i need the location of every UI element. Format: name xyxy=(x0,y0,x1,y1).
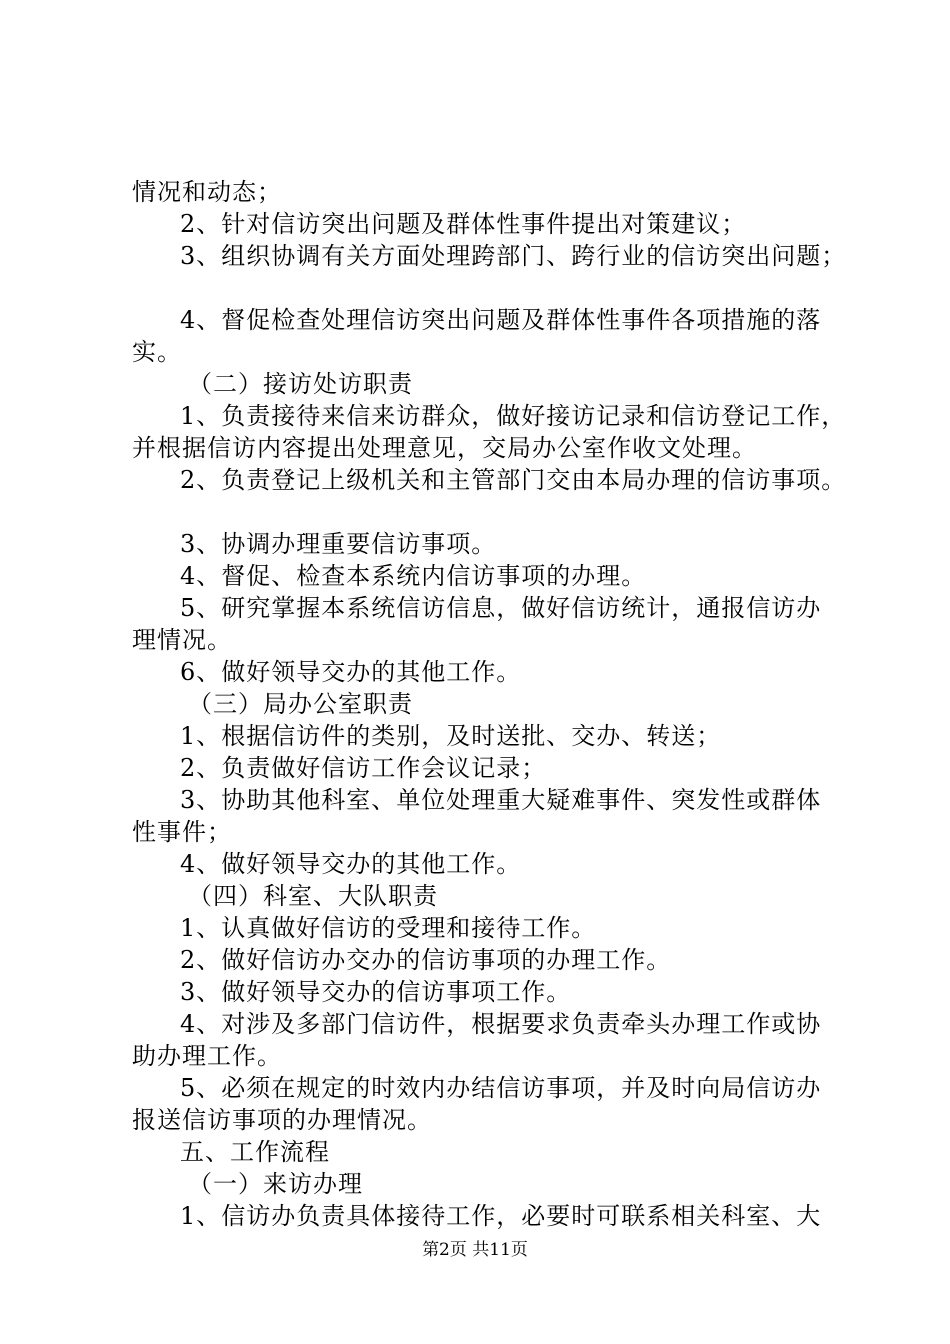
text-line: 1、根据信访件的类别，及时送批、交办、转送； xyxy=(180,722,722,750)
text-line: 五、工作流程 xyxy=(180,1138,330,1166)
text-line: 情况和动态； xyxy=(132,178,282,206)
text-line: 报送信访事项的办理情况。 xyxy=(132,1106,432,1134)
text-line: （二）接访处访职责 xyxy=(188,370,413,398)
text-line: 4、对涉及多部门信访件，根据要求负责牵头办理工作或协 xyxy=(180,1010,822,1038)
text-line: 2、做好信访办交办的信访事项的办理工作。 xyxy=(180,946,672,974)
text-line: 并根据信访内容提出处理意见，交局办公室作收文处理。 xyxy=(132,434,757,462)
blank-line xyxy=(132,272,852,304)
text-line: 实。 xyxy=(132,338,182,366)
text-line: 3、组织协调有关方面处理跨部门、跨行业的信访突出问题； xyxy=(180,242,847,270)
text-line: 6、做好领导交办的其他工作。 xyxy=(180,658,522,686)
text-line: （一）来访办理 xyxy=(188,1170,363,1198)
text-line: 性事件； xyxy=(132,818,232,846)
text-line: 1、信访办负责具体接待工作，必要时可联系相关科室、大 xyxy=(180,1202,822,1230)
text-line: 1、认真做好信访的受理和接待工作。 xyxy=(180,914,597,942)
text-line: 理情况。 xyxy=(132,626,232,654)
blank-line xyxy=(132,496,852,528)
text-line: 2、负责登记上级机关和主管部门交由本局办理的信访事项。 xyxy=(180,466,847,494)
text-line: 2、针对信访突出问题及群体性事件提出对策建议； xyxy=(180,210,747,238)
text-line: 4、做好领导交办的其他工作。 xyxy=(180,850,522,878)
text-line: 4、督促、检查本系统内信访事项的办理。 xyxy=(180,562,647,590)
text-line: 5、研究掌握本系统信访信息，做好信访统计，通报信访办 xyxy=(180,594,822,622)
text-line: （三）局办公室职责 xyxy=(188,690,413,718)
text-line: 4、督促检查处理信访突出问题及群体性事件各项措施的落 xyxy=(180,306,822,334)
page-footer: 第2页 共11页 xyxy=(422,1240,528,1260)
text-line: 3、做好领导交办的信访事项工作。 xyxy=(180,978,572,1006)
text-line: 3、协调办理重要信访事项。 xyxy=(180,530,497,558)
text-line: 1、负责接待来信来访群众，做好接访记录和信访登记工作， xyxy=(180,402,847,430)
text-line: 助办理工作。 xyxy=(132,1042,282,1070)
text-line: 5、必须在规定的时效内办结信访事项，并及时向局信访办 xyxy=(180,1074,822,1102)
text-line: （四）科室、大队职责 xyxy=(188,882,438,910)
text-line: 3、协助其他科室、单位处理重大疑难事件、突发性或群体 xyxy=(180,786,822,814)
text-line: 2、负责做好信访工作会议记录； xyxy=(180,754,547,782)
